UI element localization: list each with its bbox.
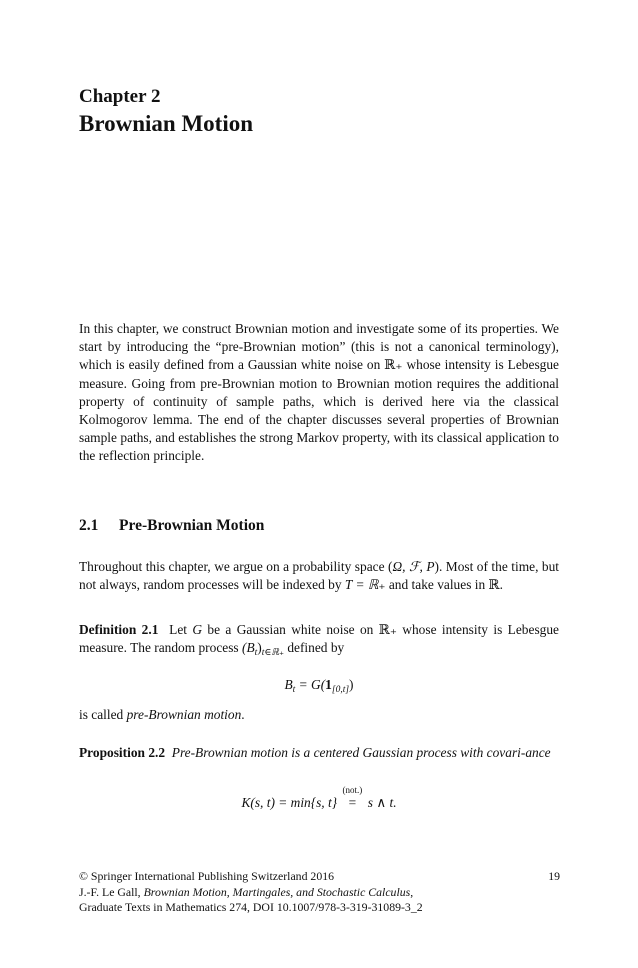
eq1-eq: = G( [295, 677, 326, 692]
eq2-lhs: K(s, t) = min{s, t} [241, 795, 341, 810]
definition-G: G [192, 622, 203, 637]
called-sentence [79, 706, 559, 724]
definition-text-c: defined by [283, 640, 345, 656]
para1-text-b: ). Most of the time, but not always, random processes will be indexed by [79, 559, 560, 593]
definition-text-a: Let [169, 622, 193, 637]
definition-2-1 [79, 621, 559, 659]
proposition-2-2 [79, 744, 559, 762]
page-number: 19 [548, 869, 560, 883]
eq2-defined-as [340, 785, 364, 811]
section-number: 2.1 [79, 517, 99, 534]
footer-citation [79, 885, 560, 901]
definition-text-b: be a Gaussian white noise on ℝ₊ whose intensity is Lebesgue measure. The random process [79, 622, 559, 656]
definition-process-index: t∈ℝ₊ [261, 648, 284, 659]
eq2-rhs: s ∧ t. [364, 795, 397, 810]
para1-text-a: Throughout this chapter, we argue on a probability space ( [79, 559, 393, 574]
footer-book-end: , [410, 884, 414, 899]
definition-label: Definition 2.1 [79, 622, 159, 637]
footer-series: Graduate Texts in Mathematics 274, DOI 10.1007/978-3-319-31089-3_2 [79, 900, 423, 915]
section-title: Pre-Brownian Motion [119, 517, 265, 534]
equation-pre-brownian [79, 677, 559, 693]
definition-process-close: ) [257, 640, 262, 656]
called-text-a: is called [79, 707, 127, 722]
called-text-b: . [241, 707, 245, 722]
proposition-text: Pre-Brownian motion is a centered Gaussian process with covari-ance [171, 745, 551, 760]
called-term: pre-Brownian motion [126, 707, 242, 722]
footer-book-title: Brownian Motion, Martingales, and Stochastic Calculus [143, 884, 411, 899]
para1-text-c: and take values in ℝ. [385, 577, 503, 593]
definition-process-sub: t [254, 648, 258, 659]
footer-author: J.-F. Le Gall, [79, 884, 144, 899]
index-set: T = ℝ₊ [344, 577, 386, 593]
equation-covariance [79, 785, 559, 811]
page-footer [79, 869, 560, 916]
eq1-indicator-sub: [0,t] [331, 685, 350, 695]
eq1-lhs: B [284, 677, 293, 692]
section-heading [79, 517, 264, 535]
definition-process: (B [242, 640, 255, 656]
eq2-over: (not.) [342, 785, 363, 795]
eq2-eq: = [348, 795, 357, 810]
proposition-label: Proposition 2.2 [79, 745, 166, 760]
eq1-close: ) [349, 677, 354, 692]
chapter-title: Brownian Motion [79, 111, 254, 136]
eq1-lhs-sub: t [292, 685, 296, 695]
eq1-indicator: 1 [325, 677, 332, 692]
footer-copyright-row [79, 869, 560, 885]
paragraph-probability-space [79, 558, 559, 594]
footer-copyright: © Springer International Publishing Switzerland 2016 [79, 869, 335, 883]
probability-space: Ω, ℱ, P [392, 559, 435, 574]
chapter-label: Chapter 2 [79, 86, 161, 107]
intro-paragraph: In this chapter, we construct Brownian motion and investigate some of its properties. We start by introducing the “pre-Brownian motion” (this is not a canonical terminology), which is easily defined from a Gaussian white noise on ℝ₊ whose intensity is Lebesgue measure. Going from pre-Brownian motion to Brownian motion requires the additional property of continuity of sample paths, which is derived here via the classical Kolmogorov lemma. The end of the chapter discusses several properties of Brownian sample paths, and establishes the strong Markov property, with its classical application to the reflection principle. [79, 321, 559, 464]
